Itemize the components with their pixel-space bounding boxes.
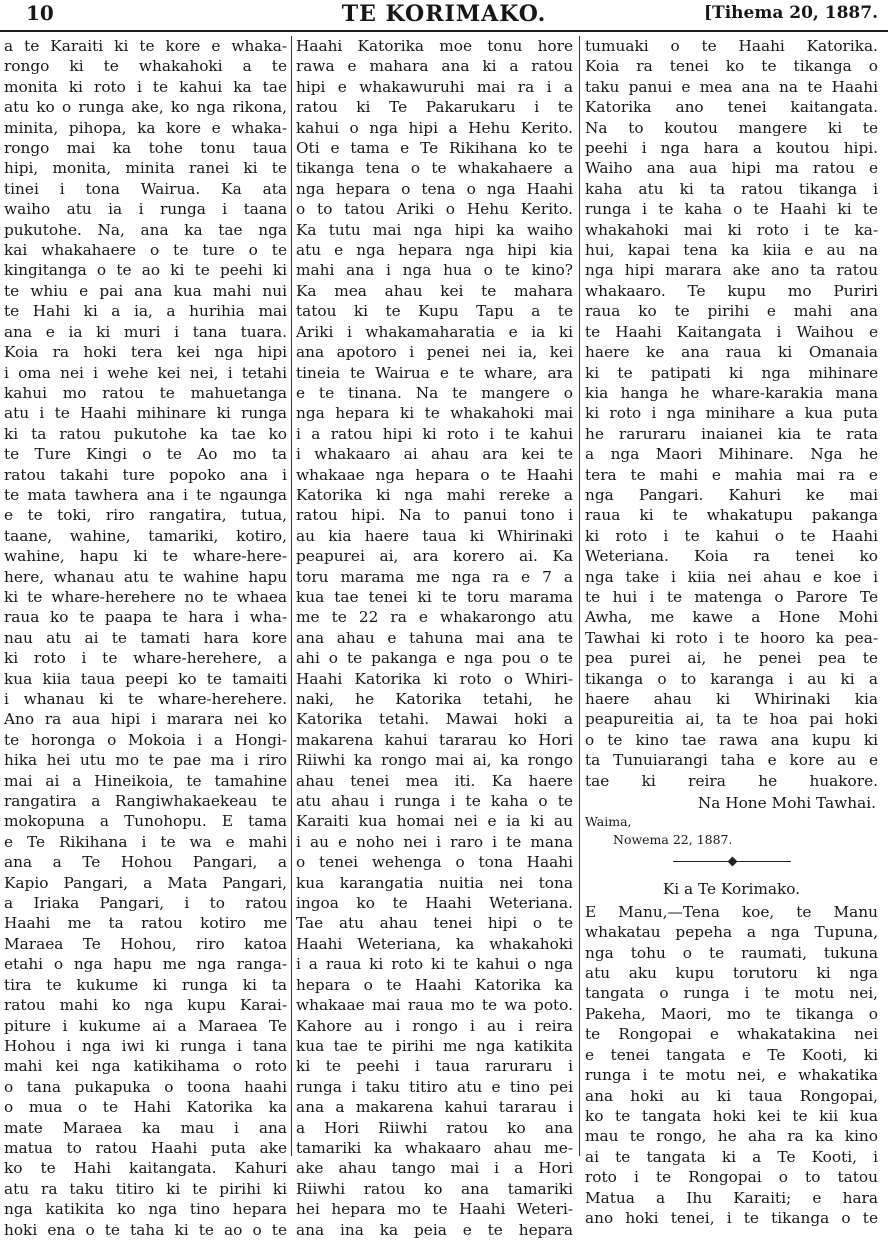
text-line: whakaaro. Te kupu mo Puriri <box>585 281 878 300</box>
text-line: ana ahau e tahuna mai ana te <box>296 628 573 647</box>
text-line: ta Tunuiarangi taha e kore au e <box>585 751 878 770</box>
text-line: te Haahi Kaitangata i Waihou e <box>585 322 878 341</box>
text-line: a Hori Riiwhi ratou ko ana <box>296 1118 573 1137</box>
text-line: makarena kahui tararau ko Hori <box>296 730 573 749</box>
text-line: nga Pangari. Kahuri ke mai <box>585 485 878 504</box>
text-line: kua tae te pirihi me nga katikita <box>296 1036 573 1055</box>
text-line: atu aku kupu torutoru ki nga <box>585 964 878 983</box>
text-line: tikanga o to karanga i au ki a <box>585 669 878 688</box>
text-line: haere ke ana raua ki Omanaia <box>585 343 878 362</box>
text-line: Tawhai ki roto i te hooro ka pea- <box>585 628 878 647</box>
text-line: Kapio Pangari, a Mata Pangari, <box>4 873 287 892</box>
text-line: nga katikita ko nga tino hepara <box>4 1200 287 1219</box>
text-line: atu ahau i runga i te kaha o te <box>296 792 573 811</box>
text-line: ano hoki tenei, i te tikanga o te <box>585 1208 878 1227</box>
newspaper-title: TE KORIMAKO. <box>341 1 547 27</box>
text-line: ko te Hahi kaitangata. Kahuri <box>4 1159 287 1178</box>
text-line: Haahi Weteriana, ka whakahoki <box>296 934 573 953</box>
text-line: nga hipi marara ake ano ta ratou <box>585 261 878 280</box>
column-1 <box>4 36 287 1239</box>
text-line: nga hepara ki te whakahoki mai <box>296 404 573 423</box>
text-line: mate Maraea ka mau i ana <box>4 1118 287 1137</box>
text-line: ahi o te pakanga e nga pou o te <box>296 649 573 668</box>
text-line: runga i te motu nei, e whakatika <box>585 1066 878 1085</box>
text-line: kaha atu ki ta ratou tikanga i <box>585 179 878 198</box>
text-line: hipi e whakawuruhi mai ra i a <box>296 77 573 96</box>
text-line: te Rongopai e whakatakina nei <box>585 1025 878 1044</box>
column-2 <box>296 36 573 1239</box>
text-line: rongo mai ka tohe tonu taua <box>4 139 287 158</box>
text-line: runga i te kaha o te Haahi ki te <box>585 200 878 219</box>
text-line: te Hahi ki a ia, a hurihia mai <box>4 302 287 321</box>
page-number: 10 <box>26 1 54 25</box>
text-line: etahi o nga hapu me nga ranga- <box>4 955 287 974</box>
text-line: e Te Rikihana i te wa e mahi <box>4 832 287 851</box>
text-line: ki roto i te whare-herehere, a <box>4 649 287 668</box>
text-line: whakahoki mai ki roto i te ka- <box>585 220 878 239</box>
text-line: mau te rongo, he aha ra ka kino <box>585 1127 878 1146</box>
text-line: pea purei ai, he penei pea te <box>585 649 878 668</box>
text-line: ana hoki au ki taua Rongopai, <box>585 1086 878 1105</box>
text-line: matua to ratou Haahi puta ake <box>4 1138 287 1157</box>
text-line: nga hepara o tena o nga Haahi <box>296 179 573 198</box>
text-line: Koia ra hoki tera kei nga hipi <box>4 343 287 362</box>
text-line: hui, kapai tena ka kiia e au na <box>585 241 878 260</box>
text-line: te whiu e pai ana kua mahi nui <box>4 281 287 300</box>
page-header <box>0 0 888 32</box>
text-line: i a ratou hipi ki roto i te kahui <box>296 424 573 443</box>
text-line: ana a makarena kahui tararau i <box>296 1098 573 1117</box>
text-line: tae ki reira he huakore. <box>585 771 878 790</box>
text-line: mahi kei nga katikihama o roto <box>4 1057 287 1076</box>
text-line: te Ture Kingi o te Ao mo ta <box>4 445 287 464</box>
text-line: ana apotoro i penei nei ia, kei <box>296 343 573 362</box>
text-line: tinei i tona Wairua. Ka ata <box>4 179 287 198</box>
text-line: peapureitia ai, ta te hoa pai hoki <box>585 710 878 729</box>
text-line: kahui mo ratou te mahuetanga <box>4 383 287 402</box>
issue-date: [Tihema 20, 1887. <box>704 3 878 23</box>
text-line: roto i te Rongopai o to tatou <box>585 1168 878 1187</box>
text-line: kia hanga he whare-karakia mana <box>585 383 878 402</box>
letter-heading: Ki a Te Korimako. <box>662 880 801 899</box>
text-line: kua kiia taua peepi ko te tamaiti <box>4 669 287 688</box>
text-line: Karaiti kua homai nei e ia ki au <box>296 812 573 831</box>
text-line: taane, wahine, tamariki, kotiro, <box>4 526 287 545</box>
text-line: Koia ra tenei ko te tikanga o <box>585 57 878 76</box>
text-line: tumuaki o te Haahi Katorika. <box>585 37 878 55</box>
text-line: wahine, hapu ki te whare-here- <box>4 547 287 566</box>
text-line: ki te whare-herehere no te whaea <box>4 587 287 606</box>
column-rule <box>291 36 292 1156</box>
text-line: kai whakahaere o te ture o te <box>4 241 287 260</box>
text-line: ki ta ratou pukutohe ka tae ko <box>4 424 287 443</box>
text-line: hoki ena o te taha ki te ao o te <box>4 1220 287 1239</box>
text-line: he raruraru inaianei kia te rata <box>585 424 878 443</box>
text-line: o tenei wehenga o tona Haahi <box>296 853 573 872</box>
text-line: i whakaaro ai ahau ara kei te <box>296 445 573 464</box>
text-line: Haahi me ta ratou kotiro me <box>4 914 287 933</box>
letter-signature: Na Hone Mohi Tawhai. <box>697 794 876 813</box>
text-line: Kahore au i rongo i au i reira <box>296 1016 573 1035</box>
text-line: o mua o te Hahi Katorika ka <box>4 1098 287 1117</box>
text-line: atu i te Haahi mihinare ki runga <box>4 404 287 423</box>
text-line: hepara o te Haahi Katorika ka <box>296 975 573 994</box>
text-line: tira te kukume ki runga ki ta <box>4 975 287 994</box>
text-line: kahui o nga hipi a Hehu Kerito. <box>296 118 573 137</box>
text-line: here, whanau atu te wahine hapu <box>4 567 287 586</box>
text-line: ki te patipati ki nga mihinare <box>585 363 878 382</box>
text-line: Haahi Katorika ki roto o Whiri- <box>296 669 573 688</box>
text-line: piture i kukume ai a Maraea Te <box>4 1016 287 1035</box>
text-line: tamariki ka whakaaro ahau me- <box>296 1138 573 1157</box>
divider-ornament-icon <box>728 857 738 867</box>
text-line: i a raua ki roto ki te kahui o nga <box>296 955 573 974</box>
text-line: Katorika ki nga mahi rereke a <box>296 485 573 504</box>
text-line: mai ai a Hineikoia, te tamahine <box>4 771 287 790</box>
text-line: raua ki te whakatupu pakanga <box>585 506 878 525</box>
text-line: mahi ana i nga hua o te kino? <box>296 261 573 280</box>
text-line: rongo ki te whakahoki a te <box>4 57 287 76</box>
text-line: hei hepara mo te Haahi Weteri- <box>296 1200 573 1219</box>
text-line: Riiwhi ratou ko ana tamariki <box>296 1179 573 1198</box>
text-line: i au e noho nei i raro i te mana <box>296 832 573 851</box>
text-line: hika hei utu mo te pae ma i riro <box>4 751 287 770</box>
text-line: Riiwhi ka rongo mai ai, ka rongo <box>296 751 573 770</box>
text-line: waiho atu ia i runga i taana <box>4 200 287 219</box>
text-line: peapurei ai, ara korero ai. Ka <box>296 547 573 566</box>
text-line: hipi, monita, minita ranei ki te <box>4 159 287 178</box>
text-line: ratou ki Te Pakarukaru i te <box>296 98 573 117</box>
text-line: a Iriaka Pangari, i to ratou <box>4 894 287 913</box>
text-line: rangatira a Rangiwhakaekeau te <box>4 792 287 811</box>
text-line: nau atu ai te tamati hara kore <box>4 628 287 647</box>
text-line: me te 22 ra e whakarongo atu <box>296 608 573 627</box>
text-line: Tae atu ahau tenei hipi o te <box>296 914 573 933</box>
text-line: ko te tangata hoki kei te kii kua <box>585 1106 878 1125</box>
text-line: raua ko te paapa te hara i wha- <box>4 608 287 627</box>
text-line: tatou ki te Kupu Tapu a te <box>296 302 573 321</box>
text-line: taku panui e mea ana na te Haahi <box>585 77 878 96</box>
text-line: o tana pukapuka o toona haahi <box>4 1077 287 1096</box>
text-line: whakaae nga hepara o te Haahi <box>296 465 573 484</box>
text-line: pukutohe. Na, ana ka tae nga <box>4 220 287 239</box>
text-line: haere ahau ki Whirinaki kia <box>585 690 878 708</box>
text-line: ratou hipi. Na to panui tono i <box>296 506 573 525</box>
text-line: minita, pihopa, ka kore e whaka- <box>4 118 287 137</box>
text-line: Ano ra aua hipi i marara nei ko <box>4 710 287 729</box>
text-line: nga tohu o te raumati, tukuna <box>585 943 878 962</box>
text-line: a te Karaiti ki te kore e whaka- <box>4 37 287 55</box>
text-line: ake ahau tango mai i a Hori <box>296 1159 573 1178</box>
letter-date: Nowema 22, 1887. <box>613 832 733 848</box>
text-line: Maraea Te Hohou, riro katoa <box>4 934 287 953</box>
text-line: Waiho ana aua hipi ma ratou e <box>585 159 878 178</box>
text-line: Pakeha, Maori, mo te tikanga o <box>585 1004 878 1023</box>
text-line: kua karangatia nuitia nei tona <box>296 873 573 892</box>
text-line: te mata tawhera ana i te ngaunga <box>4 485 287 504</box>
text-line: toru marama me nga ra e 7 a <box>296 567 573 586</box>
text-line: raua ko te pirihi e mahi ana <box>585 302 878 321</box>
column-3 <box>585 36 878 1227</box>
section-divider <box>585 849 878 875</box>
text-line: i whanau ki te whare-herehere. <box>4 690 287 708</box>
text-line: Katorika ano tenei kaitangata. <box>585 98 878 117</box>
text-line: tangata o runga i te motu nei, <box>585 984 878 1003</box>
text-line: Katorika tetahi. Mawai hoki a <box>296 710 573 729</box>
text-line: ratou takahi ture popoko ana i <box>4 465 287 484</box>
text-line: au kia haere taua ki Whirinaki <box>296 526 573 545</box>
text-line: ingoa ko te Haahi Weteriana. <box>296 894 573 913</box>
text-line: kua tae tenei ki te toru marama <box>296 587 573 606</box>
text-line: whakatau pepeha a nga Tupuna, <box>585 923 878 942</box>
text-line: tikanga tena o te whakahaere a <box>296 159 573 178</box>
column-rule <box>579 36 580 1156</box>
text-line: Ka mea ahau kei te mahara <box>296 281 573 300</box>
text-line: ai te tangata ki a Te Kooti, i <box>585 1147 878 1166</box>
text-line: Hohou i nga iwi ki runga i tana <box>4 1036 287 1055</box>
text-line: E Manu,—Tena koe, te Manu <box>585 902 878 921</box>
text-line: i oma nei i wehe kei nei, i tetahi <box>4 363 287 382</box>
letter-place: Waima, <box>585 814 632 830</box>
text-line: Ka tutu mai nga hipi ka waiho <box>296 220 573 239</box>
text-line: Oti e tama e Te Rikihana ko te <box>296 139 573 158</box>
text-line: atu ko o runga ake, ko nga rikona, <box>4 98 287 117</box>
text-line: ana e ia ki muri i tana tuara. <box>4 322 287 341</box>
text-line: o to tatou Ariki o Hehu Kerito. <box>296 200 573 219</box>
text-line: runga i taku titiro atu e tino pei <box>296 1077 573 1096</box>
text-line: rawa e mahara ana ki a ratou <box>296 57 573 76</box>
letter-body <box>585 902 878 1229</box>
text-line: ahau tenei mea iti. Ka haere <box>296 771 573 790</box>
text-line: ratou mahi ko nga kupu Karai- <box>4 996 287 1015</box>
text-line: tineia te Wairua e te whare, ara <box>296 363 573 382</box>
text-line: Matua a Ihu Karaiti; e hara <box>585 1188 878 1207</box>
text-line: ana ina ka peia e te hepara <box>296 1220 573 1239</box>
column-3-body <box>585 36 878 791</box>
text-line: atu ra taku titiro ki te pirihi ki <box>4 1179 287 1198</box>
text-line: Haahi Katorika moe tonu hore <box>296 37 573 55</box>
text-line: e te toki, riro rangatira, tutua, <box>4 506 287 525</box>
text-line: e te tinana. Na te mangere o <box>296 383 573 402</box>
text-line: a nga Maori Mihinare. Nga he <box>585 445 878 464</box>
text-line: naki, he Katorika tetahi, he <box>296 690 573 708</box>
text-line: o te kino tae rawa ana kupu ki <box>585 730 878 749</box>
text-line: mokopuna a Tunohopu. E tama <box>4 812 287 831</box>
text-line: kingitanga o te ao ki te peehi ki <box>4 261 287 280</box>
text-line: ana a Te Hohou Pangari, a <box>4 853 287 872</box>
text-line: ki roto i te kahui o te Haahi <box>585 526 878 545</box>
text-line: te hui i te matenga o Parore Te <box>585 587 878 606</box>
text-line: ki roto i nga minihare a kua puta <box>585 404 878 423</box>
text-line: whakaae mai raua mo te wa poto. <box>296 996 573 1015</box>
text-line: te horonga o Mokoia i a Hongi- <box>4 730 287 749</box>
text-line: monita ki roto i te kahui ka tae <box>4 77 287 96</box>
text-line: tera te mahi e mahia mai ra e <box>585 465 878 484</box>
text-line: e tenei tangata e Te Kooti, ki <box>585 1045 878 1064</box>
text-line: Awha, me kawe a Hone Mohi <box>585 608 878 627</box>
text-line: nga take i kiia nei ahau e koe i <box>585 567 878 586</box>
text-line: atu e nga hepara nga hipi kia <box>296 241 573 260</box>
text-line: Weteriana. Koia ra tenei ko <box>585 547 878 566</box>
text-line: ki te peehi i taua raruraru i <box>296 1057 573 1076</box>
text-line: peehi i nga hara a koutou hipi. <box>585 139 878 158</box>
text-line: Ariki i whakamaharatia e ia ki <box>296 322 573 341</box>
text-line: Na to koutou mangere ki te <box>585 118 878 137</box>
